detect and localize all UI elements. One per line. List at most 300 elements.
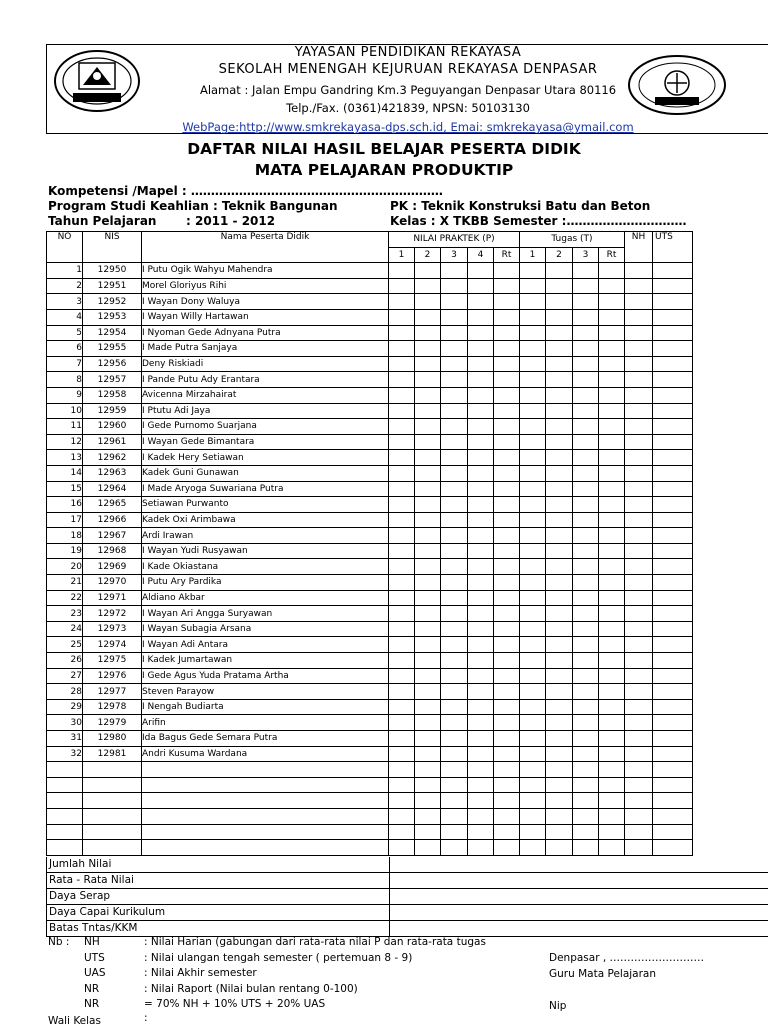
grade-cell[interactable] [653,278,693,294]
grade-cell[interactable] [546,294,573,310]
grade-cell[interactable] [494,512,520,528]
grade-cell[interactable] [520,543,546,559]
grade-cell[interactable] [468,621,494,637]
grade-cell[interactable] [389,731,415,747]
grade-cell[interactable] [389,621,415,637]
grade-cell[interactable] [389,840,415,856]
grade-cell[interactable] [625,278,653,294]
grade-cell[interactable] [389,590,415,606]
grade-cell[interactable] [389,575,415,591]
grade-cell[interactable] [415,512,441,528]
grade-cell[interactable] [625,575,653,591]
grade-cell[interactable] [546,341,573,357]
grade-cell[interactable] [546,372,573,388]
grade-cell[interactable] [625,543,653,559]
grade-cell[interactable] [389,528,415,544]
grade-cell[interactable] [389,341,415,357]
grade-cell[interactable] [653,294,693,310]
grade-cell[interactable] [573,341,599,357]
grade-cell[interactable] [573,403,599,419]
grade-cell[interactable] [494,387,520,403]
grade-cell[interactable] [573,278,599,294]
grade-cell[interactable] [415,325,441,341]
grade-cell[interactable] [653,808,693,824]
grade-cell[interactable] [520,684,546,700]
grade-cell[interactable] [415,497,441,513]
grade-cell[interactable] [573,450,599,466]
grade-cell[interactable] [520,387,546,403]
grade-cell[interactable] [653,450,693,466]
grade-cell[interactable] [573,668,599,684]
grade-cell[interactable] [625,606,653,622]
grade-cell[interactable] [415,341,441,357]
grade-cell[interactable] [415,715,441,731]
grade-cell[interactable] [625,559,653,575]
grade-cell[interactable] [389,606,415,622]
grade-cell[interactable] [468,559,494,575]
grade-cell[interactable] [441,637,468,653]
grade-cell[interactable] [599,341,625,357]
grade-cell[interactable] [573,621,599,637]
grade-cell[interactable] [599,699,625,715]
grade-cell[interactable] [468,543,494,559]
grade-cell[interactable] [653,512,693,528]
grade-cell[interactable] [494,824,520,840]
grade-cell[interactable] [573,762,599,778]
grade-cell[interactable] [441,715,468,731]
grade-cell[interactable] [520,606,546,622]
grade-cell[interactable] [389,808,415,824]
grade-cell[interactable] [415,481,441,497]
grade-cell[interactable] [415,356,441,372]
grade-cell[interactable] [389,403,415,419]
grade-cell[interactable] [520,808,546,824]
grade-cell[interactable] [625,668,653,684]
grade-cell[interactable] [653,309,693,325]
grade-cell[interactable] [494,762,520,778]
grade-cell[interactable] [573,777,599,793]
grade-cell[interactable] [468,372,494,388]
grade-cell[interactable] [441,403,468,419]
grade-cell[interactable] [520,434,546,450]
grade-cell[interactable] [441,450,468,466]
grade-cell[interactable] [520,621,546,637]
grade-cell[interactable] [468,637,494,653]
grade-cell[interactable] [441,684,468,700]
grade-cell[interactable] [441,621,468,637]
grade-cell[interactable] [494,715,520,731]
grade-cell[interactable] [625,309,653,325]
grade-cell[interactable] [494,559,520,575]
grade-cell[interactable] [520,559,546,575]
grade-cell[interactable] [441,341,468,357]
grade-cell[interactable] [625,465,653,481]
grade-cell[interactable] [653,465,693,481]
grade-cell[interactable] [468,403,494,419]
grade-cell[interactable] [599,824,625,840]
grade-cell[interactable] [389,450,415,466]
grade-cell[interactable] [494,699,520,715]
grade-cell[interactable] [573,840,599,856]
grade-cell[interactable] [520,528,546,544]
grade-cell[interactable] [468,840,494,856]
grade-cell[interactable] [520,309,546,325]
grade-cell[interactable] [625,263,653,279]
grade-cell[interactable] [520,356,546,372]
grade-cell[interactable] [415,699,441,715]
grade-cell[interactable] [599,387,625,403]
grade-cell[interactable] [653,387,693,403]
grade-cell[interactable] [494,465,520,481]
grade-cell[interactable] [441,559,468,575]
grade-cell[interactable] [441,481,468,497]
grade-cell[interactable] [653,668,693,684]
grade-cell[interactable] [415,419,441,435]
grade-cell[interactable] [573,294,599,310]
grade-cell[interactable] [625,653,653,669]
grade-cell[interactable] [389,465,415,481]
grade-cell[interactable] [653,824,693,840]
grade-cell[interactable] [625,684,653,700]
grade-cell[interactable] [546,621,573,637]
grade-cell[interactable] [468,294,494,310]
grade-cell[interactable] [599,777,625,793]
grade-cell[interactable] [653,653,693,669]
grade-cell[interactable] [494,450,520,466]
grade-cell[interactable] [415,372,441,388]
grade-cell[interactable] [494,590,520,606]
grade-cell[interactable] [468,419,494,435]
grade-cell[interactable] [494,840,520,856]
grade-cell[interactable] [441,372,468,388]
grade-cell[interactable] [573,543,599,559]
grade-cell[interactable] [573,824,599,840]
grade-cell[interactable] [599,793,625,809]
grade-cell[interactable] [520,341,546,357]
grade-cell[interactable] [520,419,546,435]
grade-cell[interactable] [520,263,546,279]
grade-cell[interactable] [520,294,546,310]
grade-cell[interactable] [494,606,520,622]
grade-cell[interactable] [573,465,599,481]
grade-cell[interactable] [653,840,693,856]
grade-cell[interactable] [625,715,653,731]
grade-cell[interactable] [389,356,415,372]
grade-cell[interactable] [494,575,520,591]
grade-cell[interactable] [546,777,573,793]
grade-cell[interactable] [653,575,693,591]
grade-cell[interactable] [415,653,441,669]
grade-cell[interactable] [599,356,625,372]
grade-cell[interactable] [441,309,468,325]
grade-cell[interactable] [599,372,625,388]
grade-cell[interactable] [653,731,693,747]
grade-cell[interactable] [468,341,494,357]
grade-cell[interactable] [653,543,693,559]
grade-cell[interactable] [573,481,599,497]
grade-cell[interactable] [468,777,494,793]
grade-cell[interactable] [546,356,573,372]
grade-cell[interactable] [441,590,468,606]
grade-cell[interactable] [625,387,653,403]
grade-cell[interactable] [599,497,625,513]
grade-cell[interactable] [546,481,573,497]
grade-cell[interactable] [653,497,693,513]
grade-cell[interactable] [546,512,573,528]
grade-cell[interactable] [546,465,573,481]
grade-cell[interactable] [625,528,653,544]
grade-cell[interactable] [415,403,441,419]
grade-cell[interactable] [415,528,441,544]
grade-cell[interactable] [599,808,625,824]
grade-cell[interactable] [653,777,693,793]
grade-cell[interactable] [389,309,415,325]
grade-cell[interactable] [573,653,599,669]
grade-cell[interactable] [546,434,573,450]
grade-cell[interactable] [573,325,599,341]
grade-cell[interactable] [599,621,625,637]
grade-cell[interactable] [468,590,494,606]
grade-cell[interactable] [520,731,546,747]
grade-cell[interactable] [573,731,599,747]
grade-cell[interactable] [625,731,653,747]
grade-cell[interactable] [441,746,468,762]
grade-cell[interactable] [546,808,573,824]
grade-cell[interactable] [573,356,599,372]
grade-cell[interactable] [546,575,573,591]
grade-cell[interactable] [441,762,468,778]
grade-cell[interactable] [389,434,415,450]
grade-cell[interactable] [494,278,520,294]
grade-cell[interactable] [468,808,494,824]
grade-cell[interactable] [520,793,546,809]
grade-cell[interactable] [441,793,468,809]
grade-cell[interactable] [599,590,625,606]
grade-cell[interactable] [599,309,625,325]
grade-cell[interactable] [389,325,415,341]
grade-cell[interactable] [653,699,693,715]
grade-cell[interactable] [441,419,468,435]
grade-cell[interactable] [573,746,599,762]
grade-cell[interactable] [625,372,653,388]
grade-cell[interactable] [494,777,520,793]
grade-cell[interactable] [494,434,520,450]
grade-cell[interactable] [468,575,494,591]
grade-cell[interactable] [625,590,653,606]
grade-cell[interactable] [625,793,653,809]
grade-cell[interactable] [441,777,468,793]
grade-cell[interactable] [468,309,494,325]
grade-cell[interactable] [468,653,494,669]
grade-cell[interactable] [546,528,573,544]
grade-cell[interactable] [494,356,520,372]
grade-cell[interactable] [546,590,573,606]
grade-cell[interactable] [546,653,573,669]
grade-cell[interactable] [389,543,415,559]
grade-cell[interactable] [415,465,441,481]
grade-cell[interactable] [441,653,468,669]
grade-cell[interactable] [625,621,653,637]
grade-cell[interactable] [441,263,468,279]
grade-cell[interactable] [415,263,441,279]
grade-cell[interactable] [599,575,625,591]
grade-cell[interactable] [494,372,520,388]
grade-cell[interactable] [546,824,573,840]
grade-cell[interactable] [389,746,415,762]
grade-cell[interactable] [520,372,546,388]
grade-cell[interactable] [599,762,625,778]
grade-cell[interactable] [573,575,599,591]
grade-cell[interactable] [441,543,468,559]
grade-cell[interactable] [389,294,415,310]
grade-cell[interactable] [573,606,599,622]
grade-cell[interactable] [573,637,599,653]
grade-cell[interactable] [573,590,599,606]
grade-cell[interactable] [494,341,520,357]
grade-cell[interactable] [599,840,625,856]
grade-cell[interactable] [441,278,468,294]
grade-cell[interactable] [468,762,494,778]
grade-cell[interactable] [546,762,573,778]
grade-cell[interactable] [494,294,520,310]
grade-cell[interactable] [389,668,415,684]
grade-cell[interactable] [599,419,625,435]
grade-cell[interactable] [573,559,599,575]
grade-cell[interactable] [468,450,494,466]
grade-cell[interactable] [494,528,520,544]
grade-cell[interactable] [653,528,693,544]
grade-cell[interactable] [599,715,625,731]
grade-cell[interactable] [415,590,441,606]
grade-cell[interactable] [415,808,441,824]
grade-cell[interactable] [653,263,693,279]
grade-cell[interactable] [599,668,625,684]
grade-cell[interactable] [441,528,468,544]
grade-cell[interactable] [415,575,441,591]
grade-cell[interactable] [389,793,415,809]
grade-cell[interactable] [653,341,693,357]
grade-cell[interactable] [415,294,441,310]
grade-cell[interactable] [599,684,625,700]
grade-cell[interactable] [625,403,653,419]
grade-cell[interactable] [441,325,468,341]
grade-cell[interactable] [389,762,415,778]
grade-cell[interactable] [625,840,653,856]
grade-cell[interactable] [546,715,573,731]
grade-cell[interactable] [573,434,599,450]
grade-cell[interactable] [625,512,653,528]
grade-cell[interactable] [468,263,494,279]
grade-cell[interactable] [389,263,415,279]
grade-cell[interactable] [415,309,441,325]
grade-cell[interactable] [653,793,693,809]
grade-cell[interactable] [625,341,653,357]
grade-cell[interactable] [468,699,494,715]
grade-cell[interactable] [389,715,415,731]
grade-cell[interactable] [599,637,625,653]
grade-cell[interactable] [573,387,599,403]
grade-cell[interactable] [625,699,653,715]
grade-cell[interactable] [573,793,599,809]
grade-cell[interactable] [415,762,441,778]
grade-cell[interactable] [625,419,653,435]
grade-cell[interactable] [494,731,520,747]
grade-cell[interactable] [546,559,573,575]
grade-cell[interactable] [625,325,653,341]
grade-cell[interactable] [520,450,546,466]
grade-cell[interactable] [494,419,520,435]
grade-cell[interactable] [389,637,415,653]
grade-cell[interactable] [546,840,573,856]
grade-cell[interactable] [468,497,494,513]
grade-cell[interactable] [573,263,599,279]
grade-cell[interactable] [653,372,693,388]
grade-cell[interactable] [468,465,494,481]
grade-cell[interactable] [599,403,625,419]
grade-cell[interactable] [494,325,520,341]
grade-cell[interactable] [389,372,415,388]
grade-cell[interactable] [494,543,520,559]
grade-cell[interactable] [653,325,693,341]
grade-cell[interactable] [653,419,693,435]
grade-cell[interactable] [389,559,415,575]
grade-cell[interactable] [546,699,573,715]
grade-cell[interactable] [546,419,573,435]
grade-cell[interactable] [441,465,468,481]
grade-cell[interactable] [520,637,546,653]
grade-cell[interactable] [468,606,494,622]
grade-cell[interactable] [599,606,625,622]
grade-cell[interactable] [546,387,573,403]
grade-cell[interactable] [546,746,573,762]
grade-cell[interactable] [468,528,494,544]
grade-cell[interactable] [441,699,468,715]
grade-cell[interactable] [468,731,494,747]
grade-cell[interactable] [520,590,546,606]
grade-cell[interactable] [389,653,415,669]
grade-cell[interactable] [520,653,546,669]
grade-cell[interactable] [494,481,520,497]
grade-cell[interactable] [494,309,520,325]
grade-cell[interactable] [625,746,653,762]
grade-cell[interactable] [573,699,599,715]
grade-cell[interactable] [653,715,693,731]
grade-cell[interactable] [441,294,468,310]
grade-cell[interactable] [599,528,625,544]
grade-cell[interactable] [520,481,546,497]
grade-cell[interactable] [546,263,573,279]
grade-cell[interactable] [573,528,599,544]
grade-cell[interactable] [599,294,625,310]
grade-cell[interactable] [625,808,653,824]
grade-cell[interactable] [415,840,441,856]
grade-cell[interactable] [625,450,653,466]
grade-cell[interactable] [415,559,441,575]
grade-cell[interactable] [468,387,494,403]
grade-cell[interactable] [494,793,520,809]
grade-cell[interactable] [546,731,573,747]
grade-cell[interactable] [389,512,415,528]
grade-cell[interactable] [653,746,693,762]
grade-cell[interactable] [494,637,520,653]
grade-cell[interactable] [520,465,546,481]
grade-cell[interactable] [653,403,693,419]
grade-cell[interactable] [441,668,468,684]
grade-cell[interactable] [415,793,441,809]
grade-cell[interactable] [546,543,573,559]
grade-cell[interactable] [546,637,573,653]
grade-cell[interactable] [599,465,625,481]
